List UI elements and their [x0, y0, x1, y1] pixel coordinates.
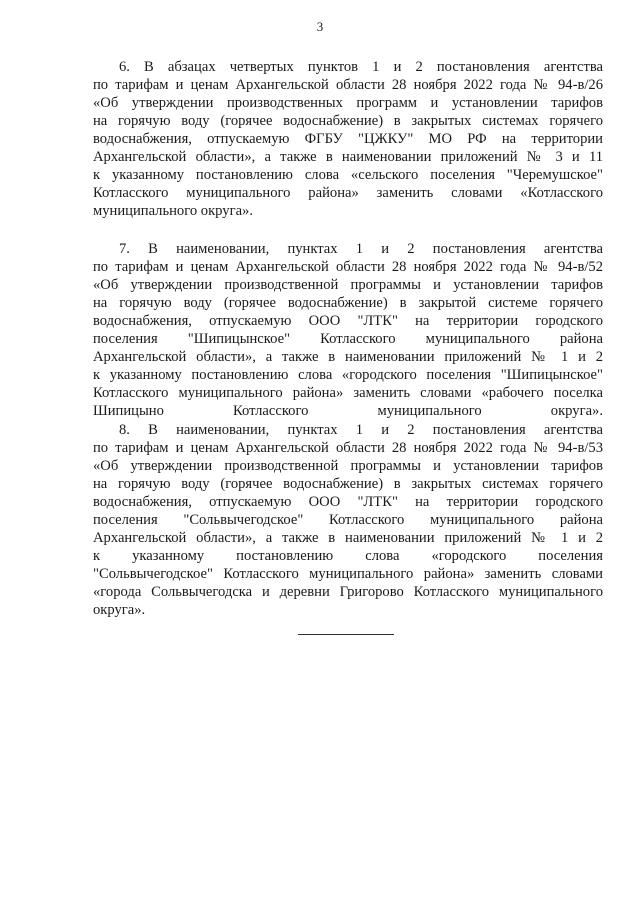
paragraph-line: 6. В абзацах четвертых пунктов 1 и 2 постановления агентства: [119, 59, 603, 75]
paragraph-line: водоснабжения, отпускаемую ООО "ЛТК" на территории городского: [93, 494, 603, 510]
paragraph-line: "Сольвычегодское" Котласского муниципального района» заменить словами: [93, 566, 603, 582]
paragraph-line: Архангельской области», а также в наименовании приложений № 1 и 2: [93, 530, 603, 546]
paragraph-line: по тарифам и ценам Архангельской области 28 ноября 2022 года № 94-в/52: [93, 259, 603, 275]
paragraph-line: на горячую воду (горячее водоснабжение) в закрытых системах горячего: [93, 476, 603, 492]
paragraph-line: поселения "Шипицынское" Котласского муниципального района: [93, 331, 603, 347]
paragraph-line: Шипицыно Котласского муниципального округа».: [93, 403, 603, 419]
paragraph-line: 8. В наименовании, пунктах 1 и 2 постановления агентства: [119, 422, 603, 438]
closing-divider-line: [298, 634, 394, 635]
page-number: 3: [316, 19, 324, 34]
paragraph-line: водоснабжения, отпускаемую ООО "ЛТК" на территории городского: [93, 313, 603, 329]
paragraph-line: водоснабжения, отпускаемую ФГБУ "ЦЖКУ" МО РФ на территории: [93, 131, 603, 147]
paragraph-line: к указанному постановлению слова «городского поселения: [93, 548, 603, 564]
paragraph-line: муниципального округа».: [93, 203, 253, 219]
paragraph-line: «Об утверждении производственной программы и установлении тарифов: [93, 458, 603, 474]
paragraph-line: Котласского муниципального района» заменить словами «рабочего поселка: [93, 385, 603, 401]
paragraph-6: [93, 58, 603, 220]
paragraph-7: [93, 240, 603, 420]
paragraph-line: «города Сольвычегодска и деревни Григорово Котласского муниципального: [93, 584, 603, 600]
paragraph-line: к указанному постановлению слова «городского поселения "Шипицынское": [93, 367, 603, 383]
paragraph-line: 7. В наименовании, пунктах 1 и 2 постановления агентства: [119, 241, 603, 257]
paragraph-line: «Об утверждении производственной программы и установлении тарифов: [93, 277, 603, 293]
paragraph-line: по тарифам и ценам Архангельской области 28 ноября 2022 года № 94-в/53: [93, 440, 603, 456]
paragraph-line: Котласского муниципального района» заменить словами «Котласского: [93, 185, 603, 201]
paragraph-line: Архангельской области», а также в наименовании приложений № 1 и 2: [93, 349, 603, 365]
paragraph-line: по тарифам и ценам Архангельской области 28 ноября 2022 года № 94-в/26: [93, 77, 603, 93]
paragraph-line: на горячую воду (горячее водоснабжение) в закрытой системе горячего: [93, 295, 603, 311]
paragraph-line: «Об утверждении производственных программ и установлении тарифов: [93, 95, 603, 111]
paragraph-line: к указанному постановлению слова «сельского поселения "Черемушское": [93, 167, 603, 183]
paragraph-line: округа».: [93, 602, 146, 618]
paragraph-line: поселения "Сольвычегодское" Котласского муниципального района: [93, 512, 603, 528]
paragraph-line: Архангельской области», а также в наименовании приложений № 3 и 11: [93, 149, 603, 165]
paragraph-8: [93, 421, 603, 619]
paragraph-line: на горячую воду (горячее водоснабжение) в закрытых системах горячего: [93, 113, 603, 129]
